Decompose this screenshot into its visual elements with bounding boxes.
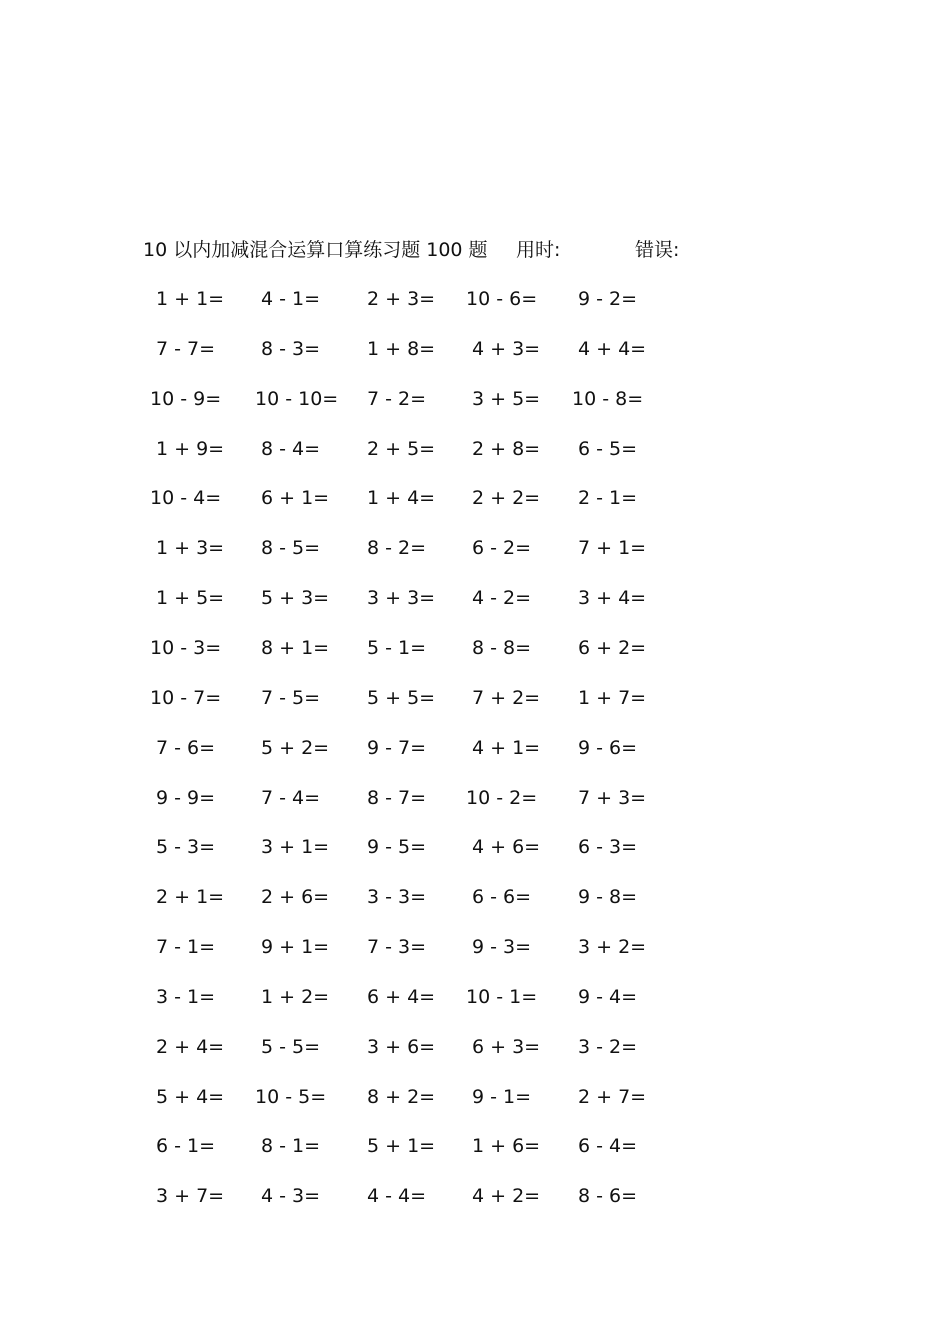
problem-item: 9 - 4= — [578, 985, 638, 1008]
problem-item: 1 + 7= — [578, 686, 647, 709]
problem-item: 10 - 7= — [150, 686, 222, 709]
problem-item: 3 - 1= — [156, 985, 216, 1008]
problem-item: 2 + 8= — [472, 437, 541, 460]
problem-item: 8 + 1= — [261, 636, 330, 659]
problem-item: 8 + 2= — [367, 1085, 436, 1108]
problem-item: 4 + 2= — [472, 1185, 541, 1208]
problem-item: 5 + 3= — [261, 587, 330, 610]
problem-item: 9 - 7= — [367, 736, 427, 759]
problem-item: 10 - 4= — [150, 487, 222, 510]
problem-item: 4 + 3= — [472, 337, 541, 360]
problem-row — [0, 334, 950, 364]
problem-item: 2 + 2= — [472, 487, 541, 510]
problem-item: 9 - 1= — [472, 1085, 532, 1108]
problem-item: 7 + 1= — [578, 537, 647, 560]
problem-item: 8 - 8= — [472, 636, 532, 659]
problem-item: 8 - 2= — [367, 537, 427, 560]
problem-item: 9 - 9= — [156, 786, 216, 809]
problem-row — [0, 483, 950, 513]
problem-item: 9 - 2= — [578, 288, 638, 310]
problem-item: 8 - 1= — [261, 1135, 321, 1158]
problem-item: 5 - 5= — [261, 1035, 321, 1058]
problem-row — [0, 1082, 950, 1112]
problem-item: 7 - 5= — [261, 686, 321, 709]
problem-item: 6 - 1= — [156, 1135, 216, 1158]
problem-item: 10 - 6= — [466, 288, 538, 310]
problem-item: 10 - 2= — [466, 786, 538, 809]
problem-item: 3 + 7= — [156, 1185, 225, 1208]
problem-row — [0, 1131, 950, 1161]
problem-item: 4 + 1= — [472, 736, 541, 759]
problem-row — [0, 384, 950, 414]
problem-item: 8 - 5= — [261, 537, 321, 560]
problem-item: 3 - 2= — [578, 1035, 638, 1058]
problem-item: 7 + 3= — [578, 786, 647, 809]
problem-item: 2 + 3= — [367, 288, 436, 310]
problem-item: 3 - 3= — [367, 886, 427, 909]
problem-item: 4 - 4= — [367, 1185, 427, 1208]
problem-item: 8 - 3= — [261, 337, 321, 360]
problem-item: 4 - 1= — [261, 288, 321, 310]
problem-item: 9 - 6= — [578, 736, 638, 759]
problem-row — [0, 783, 950, 813]
problem-row — [0, 434, 950, 464]
problem-item: 2 + 7= — [578, 1085, 647, 1108]
problem-item: 7 - 6= — [156, 736, 216, 759]
problem-item: 7 - 4= — [261, 786, 321, 809]
problem-item: 5 + 5= — [367, 686, 436, 709]
problem-item: 10 - 3= — [150, 636, 222, 659]
problem-item: 4 + 6= — [472, 836, 541, 859]
problem-item: 6 + 4= — [367, 985, 436, 1008]
problem-item: 10 - 8= — [572, 387, 644, 410]
problem-row — [0, 1032, 950, 1062]
problem-item: 7 - 1= — [156, 936, 216, 959]
time-label: 用时: — [516, 239, 561, 261]
problem-row — [0, 1181, 950, 1211]
problem-item: 1 + 6= — [472, 1135, 541, 1158]
problem-item: 5 - 3= — [156, 836, 216, 859]
problem-item: 5 - 1= — [367, 636, 427, 659]
problem-item: 7 - 3= — [367, 936, 427, 959]
worksheet-title: 10 以内加减混合运算口算练习题 100 题 — [143, 239, 488, 261]
problem-item: 7 - 7= — [156, 337, 216, 360]
problem-item: 2 + 4= — [156, 1035, 225, 1058]
problem-item: 6 + 1= — [261, 487, 330, 510]
problem-row — [0, 683, 950, 713]
problem-item: 3 + 6= — [367, 1035, 436, 1058]
problem-item: 9 + 1= — [261, 936, 330, 959]
problem-item: 1 + 5= — [156, 587, 225, 610]
problem-item: 4 - 3= — [261, 1185, 321, 1208]
problem-item: 6 - 6= — [472, 886, 532, 909]
problem-item: 10 - 9= — [150, 387, 222, 410]
problem-item: 6 - 4= — [578, 1135, 638, 1158]
problem-row — [0, 633, 950, 663]
problem-item: 4 + 4= — [578, 337, 647, 360]
problem-item: 2 + 6= — [261, 886, 330, 909]
problem-item: 9 - 3= — [472, 936, 532, 959]
problem-item: 6 - 2= — [472, 537, 532, 560]
problem-item: 6 - 5= — [578, 437, 638, 460]
problem-item: 1 + 1= — [156, 288, 225, 310]
problem-item: 2 + 5= — [367, 437, 436, 460]
problem-item: 6 - 3= — [578, 836, 638, 859]
problem-item: 3 + 3= — [367, 587, 436, 610]
problem-item: 10 - 10= — [255, 387, 339, 410]
problem-row — [0, 533, 950, 563]
problem-item: 1 + 9= — [156, 437, 225, 460]
problem-row — [0, 832, 950, 862]
problem-item: 7 + 2= — [472, 686, 541, 709]
problem-item: 1 + 2= — [261, 985, 330, 1008]
problem-item: 6 + 3= — [472, 1035, 541, 1058]
problem-item: 3 + 2= — [578, 936, 647, 959]
problem-item: 8 - 6= — [578, 1185, 638, 1208]
problem-row — [0, 284, 950, 314]
problem-item: 3 + 4= — [578, 587, 647, 610]
problem-item: 6 + 2= — [578, 636, 647, 659]
problem-item: 2 + 1= — [156, 886, 225, 909]
problem-item: 8 - 4= — [261, 437, 321, 460]
problem-row — [0, 882, 950, 912]
problem-row — [0, 733, 950, 763]
problem-item: 3 + 1= — [261, 836, 330, 859]
problem-item: 2 - 1= — [578, 487, 638, 510]
problem-item: 5 + 4= — [156, 1085, 225, 1108]
problem-item: 1 + 3= — [156, 537, 225, 560]
problem-item: 10 - 5= — [255, 1085, 327, 1108]
problem-item: 4 - 2= — [472, 587, 532, 610]
problem-row — [0, 583, 950, 613]
problem-item: 9 - 8= — [578, 886, 638, 909]
problem-item: 1 + 4= — [367, 487, 436, 510]
problem-item: 3 + 5= — [472, 387, 541, 410]
problem-item: 5 + 2= — [261, 736, 330, 759]
problem-item: 10 - 1= — [466, 985, 538, 1008]
error-label: 错误: — [635, 239, 680, 261]
problem-item: 8 - 7= — [367, 786, 427, 809]
problem-row — [0, 982, 950, 1012]
problem-item: 7 - 2= — [367, 387, 427, 410]
problem-item: 1 + 8= — [367, 337, 436, 360]
problem-item: 9 - 5= — [367, 836, 427, 859]
problem-row — [0, 932, 950, 962]
problem-item: 5 + 1= — [367, 1135, 436, 1158]
